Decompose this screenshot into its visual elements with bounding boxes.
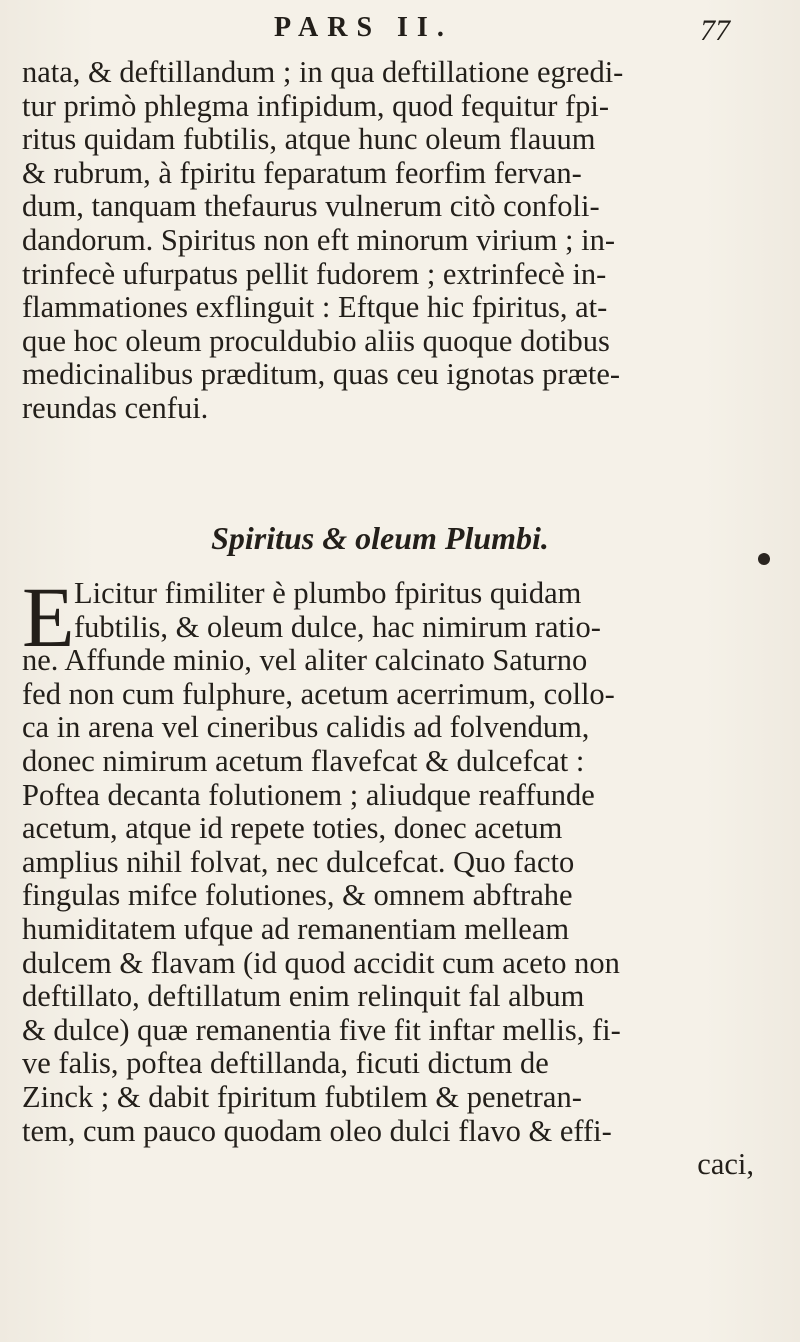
text-line: nata, & deftillandum ; in qua deftillatione egredi- [22, 55, 624, 89]
text-line: fubtilis, & oleum dulce, hac nimirum ratio- [74, 609, 601, 644]
text-line: amplius nihil folvat, nec dulcefcat. Quo facto [22, 844, 575, 879]
text-line: tur primò phlegma infipidum, quod fequitur fpi- [22, 88, 610, 123]
text-line: fed non cum fulphure, acetum acerrimum, collo- [22, 676, 615, 711]
text-line: dum, tanquam thefaurus vulnerum citò confoli- [22, 189, 600, 224]
text-line: trinfecè ufurpatus pellit fudorem ; extrinfecè in- [22, 256, 607, 291]
text-line: Zinck ; & dabit fpiritum fubtilem & penetran- [22, 1079, 582, 1114]
paragraph-1 [22, 56, 780, 426]
section-heading [0, 520, 800, 557]
text-line: fingulas mifce folutiones, & omnem abftrahe [22, 878, 573, 913]
text-line: Poftea decanta folutionem ; aliudque reaffunde [22, 777, 595, 812]
text-line: ve falis, poftea deftillanda, ficuti dictum de [22, 1046, 549, 1081]
paragraph-2 [22, 569, 780, 1182]
text-line: & dulce) quæ remanentia five fit inftar mellis, fi- [22, 1012, 621, 1047]
text-line: acetum, atque id repete toties, donec acetum [22, 811, 563, 846]
text-line: Licitur fimiliter è plumbo fpiritus quidam [74, 576, 582, 610]
text-line: humiditatem ufque ad remanentiam melleam [22, 911, 570, 946]
text-line: & rubrum, à fpiritu feparatum feorfim fervan- [22, 155, 582, 190]
drop-cap: E [22, 569, 75, 665]
text-line: flammationes exflinguit : Eftque hic fpiritus, at- [22, 290, 608, 325]
text-line: dulcem & flavam (id quod accidit cum aceto non [22, 945, 620, 980]
page-header [0, 12, 800, 52]
text-line: tem, cum pauco quodam oleo dulci flavo & effi- [22, 1113, 612, 1148]
text-line: dandorum. Spiritus non eft minorum virium ; in- [22, 222, 616, 257]
text-line: ne. Affunde minio, vel aliter calcinato Saturno [22, 643, 588, 678]
text-line: donec nimirum acetum flavefcat & dulcefcat : [22, 743, 585, 778]
page-number: 77 [700, 14, 730, 47]
section-heading-text: Spiritus & oleum Plumbi. [211, 520, 549, 556]
text-line: deftillato, deftillatum enim relinquit fal album [22, 979, 585, 1014]
running-title: PARS II. [274, 12, 453, 43]
text-line: medicinalibus præditum, quas ceu ignotas præte- [22, 357, 621, 392]
catchword: caci, [697, 1147, 754, 1182]
text-line: reundas cenfui. [22, 390, 209, 425]
ink-blot [758, 553, 770, 565]
text-line: que hoc oleum proculdubio aliis quoque dotibus [22, 323, 610, 358]
text-line: ca in arena vel cineribus calidis ad folvendum, [22, 710, 590, 745]
text-line: ritus quidam fubtilis, atque hunc oleum flauum [22, 122, 596, 157]
